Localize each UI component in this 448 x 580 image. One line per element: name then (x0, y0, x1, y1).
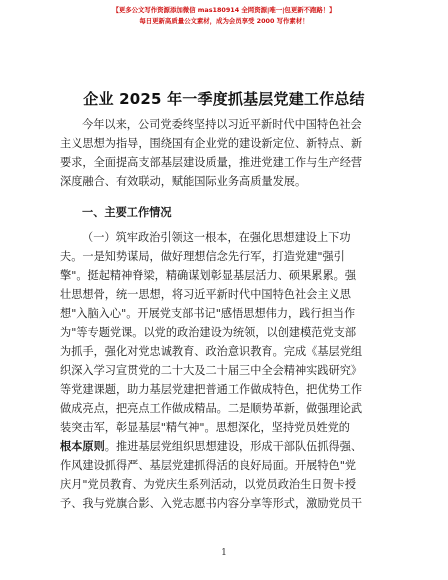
intro-line: 主义思想为指导，围绕国有企业党的建设新定位、新特点、新 (60, 137, 363, 150)
paragraph-line: 织深入学习宣贯党的二十大及二十届三中全会精神实践研究》 (60, 364, 363, 377)
section-heading: 一、主要工作情况 (82, 206, 172, 219)
paragraph-line: 为抓手，强化对党忠诚教育、政治意识教育。完成《基层党组 (60, 345, 363, 358)
paragraph-line: 予、我与党旗合影、入党志愿书内容分享等形式，激励党员干 (60, 497, 363, 510)
intro-line: 要求，全面提高支部基层建设质量，推进党建工作与生产经营 (60, 156, 363, 169)
paragraph-line: 做成亮点，把亮点工作做成精品。二是顺势革新，做强理论武 (60, 402, 363, 415)
bold-phrase: 根本原则 (60, 439, 105, 453)
paragraph-line: 庆月"党员教育、为党庆生系列活动，以党员政治生日贺卡授 (60, 478, 357, 491)
paragraph-line: （一）筑牢政治引领这一根本，在强化思想建设上下功 (82, 231, 351, 244)
paragraph-line: 装突击军，彰显基层"精气神"。思想深化，坚持党员姓党的 (60, 421, 350, 434)
intro-line: 今年以来，公司党委终坚持以习近平新时代中国特色社会 (82, 118, 362, 131)
document-title: 企业 2025 年一季度抓基层党建工作总结 (83, 90, 365, 108)
paragraph-line: 夫。一是知势谋局，做好理想信念先行军，打造党建"强引 (60, 250, 345, 263)
paragraph-line: 擎"。挺起精神脊梁，精确谋划彰显基层活力、硕果累累。强 (60, 269, 357, 282)
paragraph-text: 。推进基层党组织思想建设，形成干部队伍抓得强、 (104, 440, 363, 453)
page-number: 1 (221, 548, 227, 558)
document-body (60, 115, 390, 513)
paragraph-line: 壮思想骨，统一思想，将习近平新时代中国特色社会主义思 (60, 288, 351, 301)
paragraph-line: 作风建设抓得严、基层党建抓得活的良好局面。开展特色"党 (60, 459, 357, 472)
paragraph-line: 等党建课题，助力基层党建把普通工作做成特色，把优势工作 (60, 383, 363, 396)
promo-banner-line2: 每日更新高质量公文素材，成为会员享受 2000 写作素材！ (139, 17, 309, 25)
intro-line: 深度融合、有效联动，赋能国际业务高质量发展。 (60, 175, 307, 188)
paragraph-line: 为"等专题党课。以党的政治建设为统领，以创建模范党支部 (60, 326, 357, 339)
paragraph-line: 想"入脑入心"。开展党支部书记"感悟思想伟力，践行担当作 (60, 307, 356, 320)
promo-banner-line1: 【更多公文写作资源添加微信 mas180914 全网资源|唯一|包更新不跑路！】 (112, 6, 336, 14)
paragraph-line (60, 437, 390, 456)
